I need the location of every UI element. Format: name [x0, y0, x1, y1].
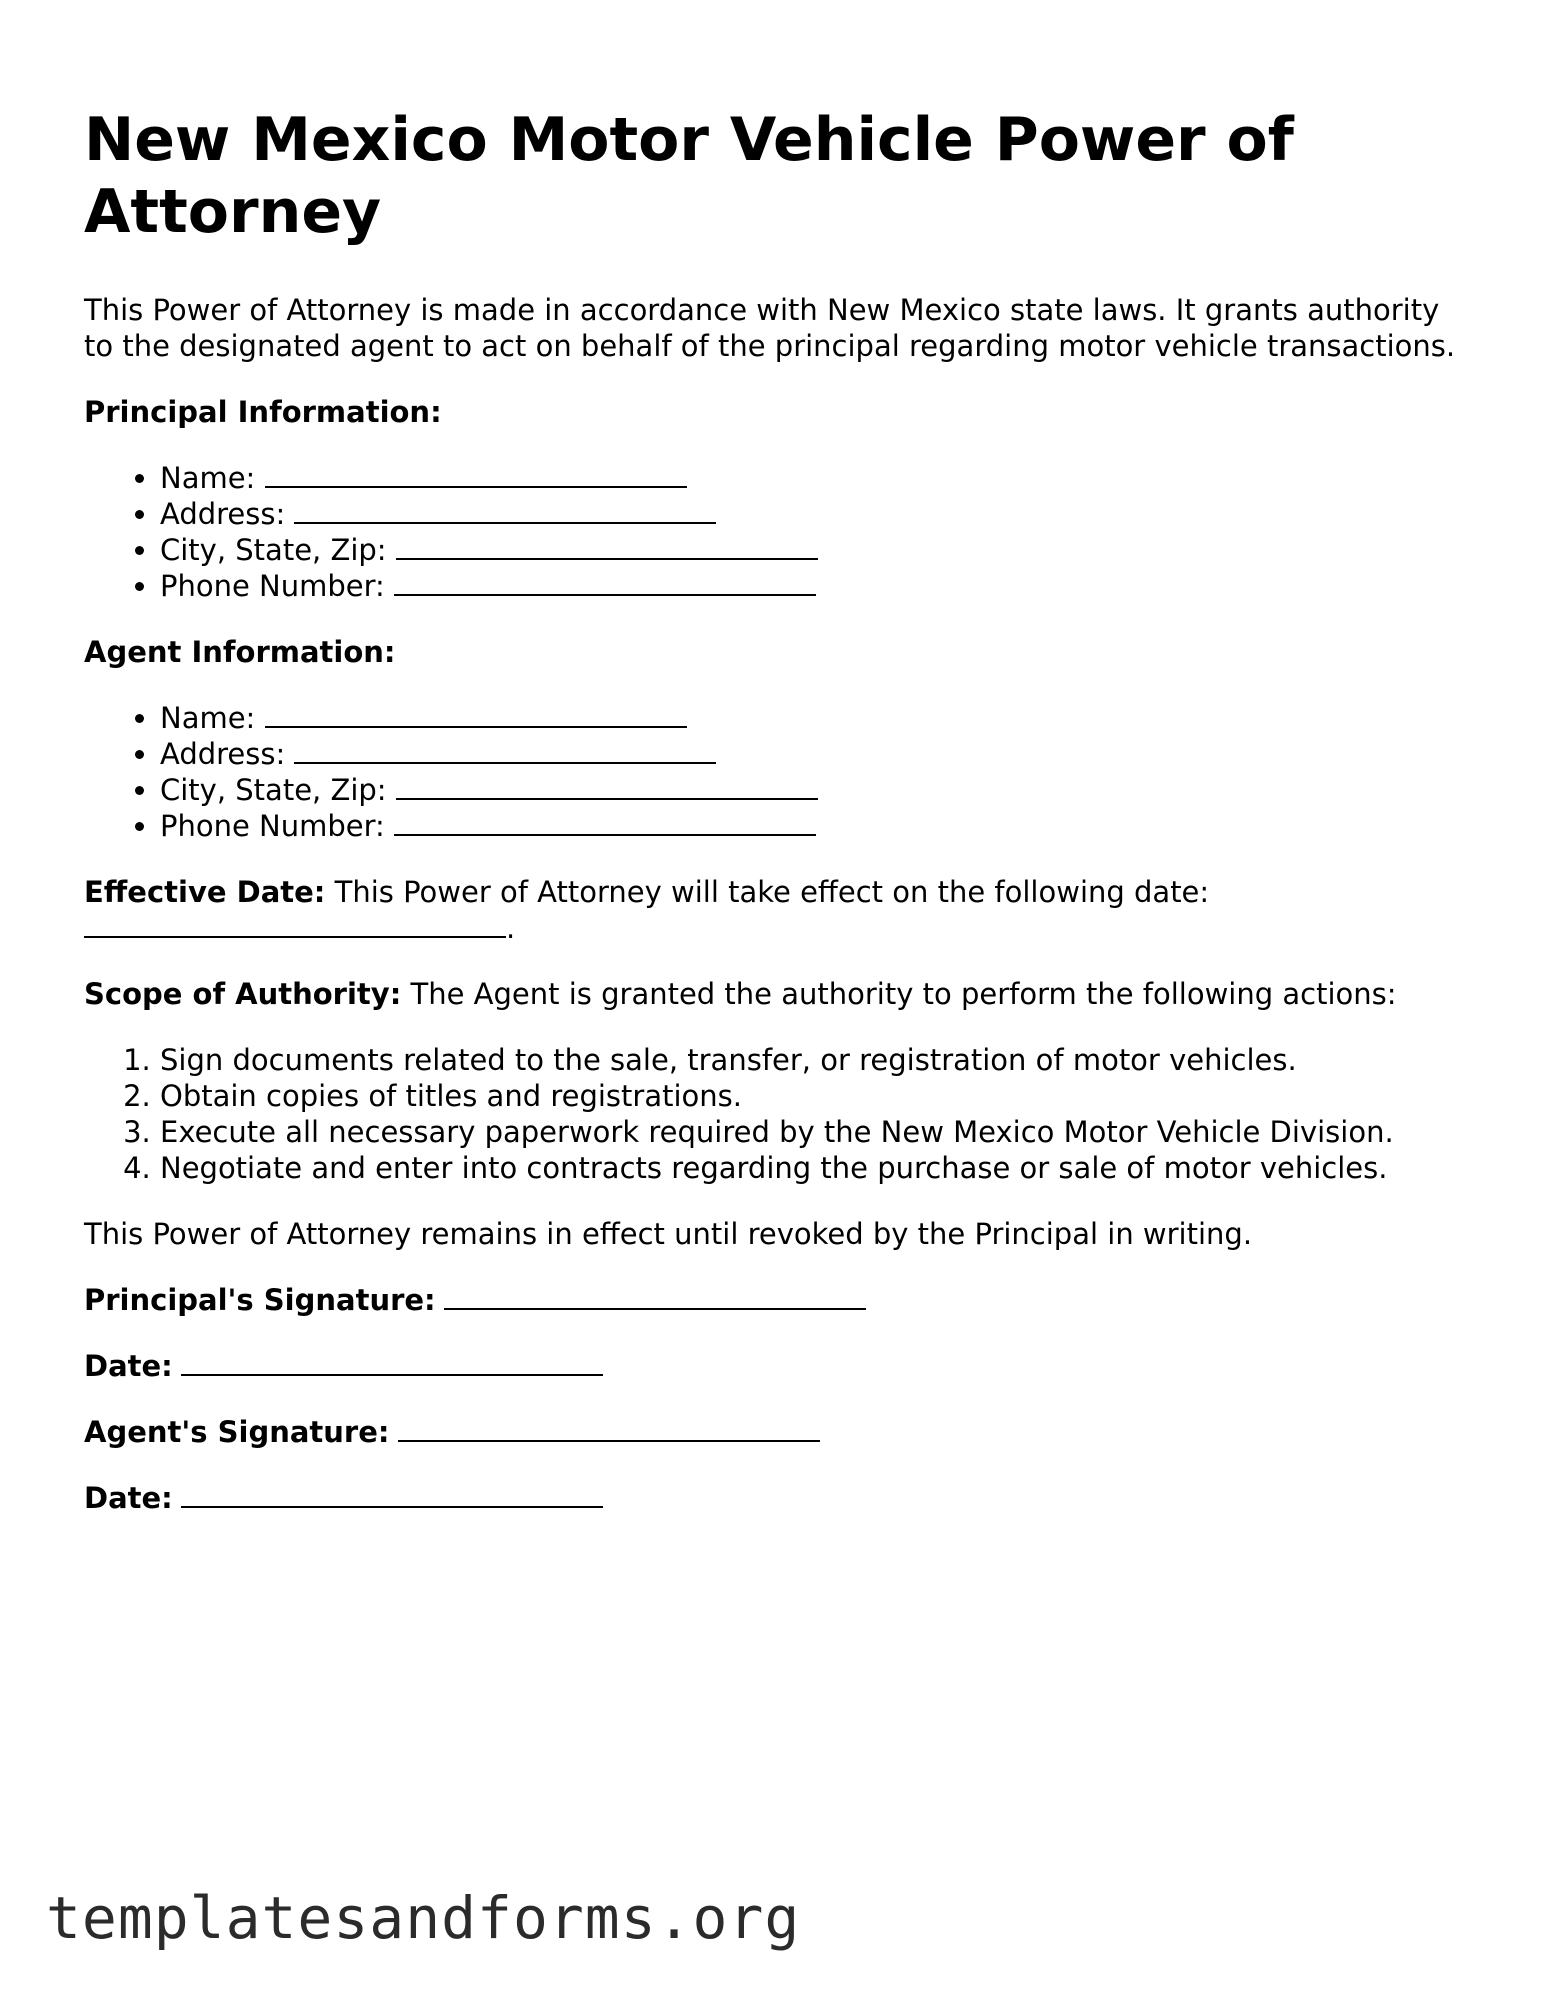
principal-city-item: • City, State, Zip:: [160, 532, 1464, 568]
agent-heading: Agent Information:: [84, 635, 396, 669]
principal-signature-line: Principal's Signature:: [84, 1282, 1464, 1318]
effective-date-paragraph: Effective Date: This Power of Attorney will take effect on the following date: .: [84, 875, 1210, 945]
revocation-paragraph: This Power of Attorney remains in effect until revoked by the Principal in writing.: [84, 1217, 1253, 1251]
watermark: templatesandforms.org: [46, 1884, 801, 1952]
principal-phone-item: • Phone Number:: [160, 568, 1464, 604]
list-item: 3. Execute all necessary paperwork required by the New Mexico Motor Vehicle Division.: [160, 1114, 1464, 1150]
principal-name-item: • Name:: [160, 460, 1464, 496]
agent-field-list: [84, 700, 1464, 844]
agent-name-item: • Name:: [160, 700, 1464, 736]
agent-city-item: • City, State, Zip:: [160, 772, 1464, 808]
agent-city-blank[interactable]: [396, 772, 818, 800]
agent-date-blank[interactable]: [181, 1480, 603, 1508]
agent-date-line: Date:: [84, 1480, 1464, 1516]
principal-field-list: [84, 460, 1464, 604]
effective-date-text: This Power of Attorney will take effect on the following date:: [334, 875, 1210, 909]
document-page: [84, 104, 1464, 1546]
effective-date-blank[interactable]: [84, 910, 506, 938]
list-item: 2. Obtain copies of titles and registrations.: [160, 1078, 1464, 1114]
agent-phone-item: • Phone Number:: [160, 808, 1464, 844]
scope-label: Scope of Authority:: [84, 977, 402, 1011]
principal-heading: Principal Information:: [84, 395, 442, 429]
agent-phone-blank[interactable]: [394, 808, 816, 836]
principal-name-blank[interactable]: [265, 460, 687, 488]
page-title: New Mexico Motor Vehicle Power of Attorney: [84, 105, 1294, 247]
agent-signature-blank[interactable]: [398, 1414, 820, 1442]
principal-address-blank[interactable]: [294, 496, 716, 524]
principal-date-blank[interactable]: [181, 1348, 603, 1376]
agent-name-blank[interactable]: [265, 700, 687, 728]
list-item: 4. Negotiate and enter into contracts regarding the purchase or sale of motor vehicles.: [160, 1150, 1464, 1186]
principal-date-line: Date:: [84, 1348, 1464, 1384]
principal-phone-blank[interactable]: [394, 568, 816, 596]
agent-address-item: • Address:: [160, 736, 1464, 772]
principal-city-blank[interactable]: [396, 532, 818, 560]
scope-list: [84, 1042, 1464, 1186]
scope-text: The Agent is granted the authority to perform the following actions:: [410, 977, 1397, 1011]
scope-paragraph: [84, 976, 1464, 1012]
principal-address-item: • Address:: [160, 496, 1464, 532]
intro-paragraph: This Power of Attorney is made in accordance with New Mexico state laws. It grants authority to the designated agent to act on behalf of the principal regarding motor vehicle transactions.: [84, 293, 1456, 363]
list-item: 1. Sign documents related to the sale, transfer, or registration of motor vehicles.: [160, 1042, 1464, 1078]
agent-signature-line: Agent's Signature:: [84, 1414, 1464, 1450]
agent-address-blank[interactable]: [294, 736, 716, 764]
effective-date-label: Effective Date:: [84, 875, 326, 909]
principal-signature-blank[interactable]: [444, 1282, 866, 1310]
